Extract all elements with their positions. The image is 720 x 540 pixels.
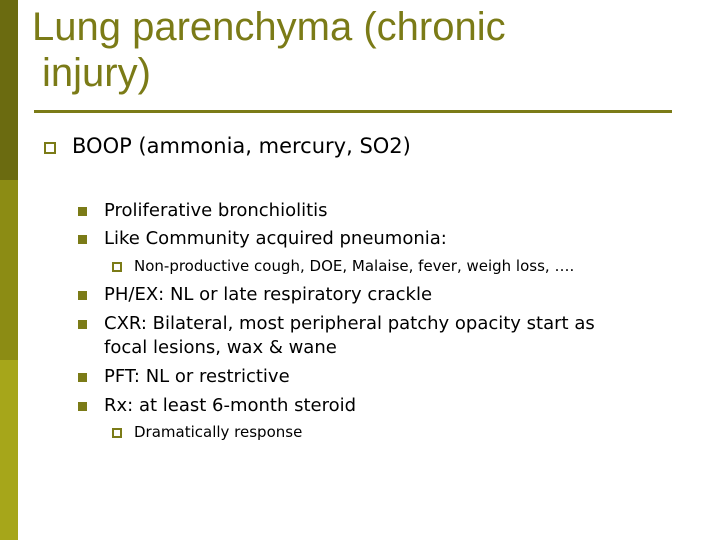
filled-square-bullet-icon — [78, 207, 87, 216]
list-item-text: PFT: NL or restrictive — [104, 366, 290, 387]
sidebar-accent — [0, 0, 18, 540]
list-item-text: PH/EX: NL or late respiratory crackle — [104, 284, 433, 305]
filled-square-bullet-icon — [78, 320, 87, 329]
slide-title-line2: injury) — [42, 51, 151, 95]
list-item-text: Like Community acquired pneumonia: — [104, 228, 447, 249]
slide-title-line1: Lung parenchyma (chronic — [32, 5, 506, 49]
filled-square-bullet-icon — [78, 291, 87, 300]
list-item-text-continuation: focal lesions, wax & wane — [104, 337, 337, 358]
sidebar-segment-middle — [0, 180, 18, 360]
hollow-square-bullet-icon — [112, 428, 122, 438]
filled-square-bullet-icon — [78, 373, 87, 382]
hollow-square-bullet-icon — [44, 142, 56, 154]
list-item-text: Proliferative bronchiolitis — [104, 200, 328, 221]
list-item-text: CXR: Bilateral, most peripheral patchy opacity start as — [104, 313, 595, 334]
filled-square-bullet-icon — [78, 402, 87, 411]
hollow-square-bullet-icon — [112, 262, 122, 272]
sub-list-item-text: Dramatically response — [134, 423, 303, 441]
sidebar-segment-bottom — [0, 360, 18, 540]
title-divider — [34, 110, 672, 113]
sidebar-segment-top — [0, 0, 18, 180]
sub-list-item-text: Non-productive cough, DOE, Malaise, fever, weigh loss, …. — [134, 257, 575, 275]
main-bullet-text: BOOP (ammonia, mercury, SO2) — [72, 134, 411, 158]
slide-title — [32, 4, 682, 96]
filled-square-bullet-icon — [78, 235, 87, 244]
list-item-text: Rx: at least 6-month steroid — [104, 395, 357, 416]
